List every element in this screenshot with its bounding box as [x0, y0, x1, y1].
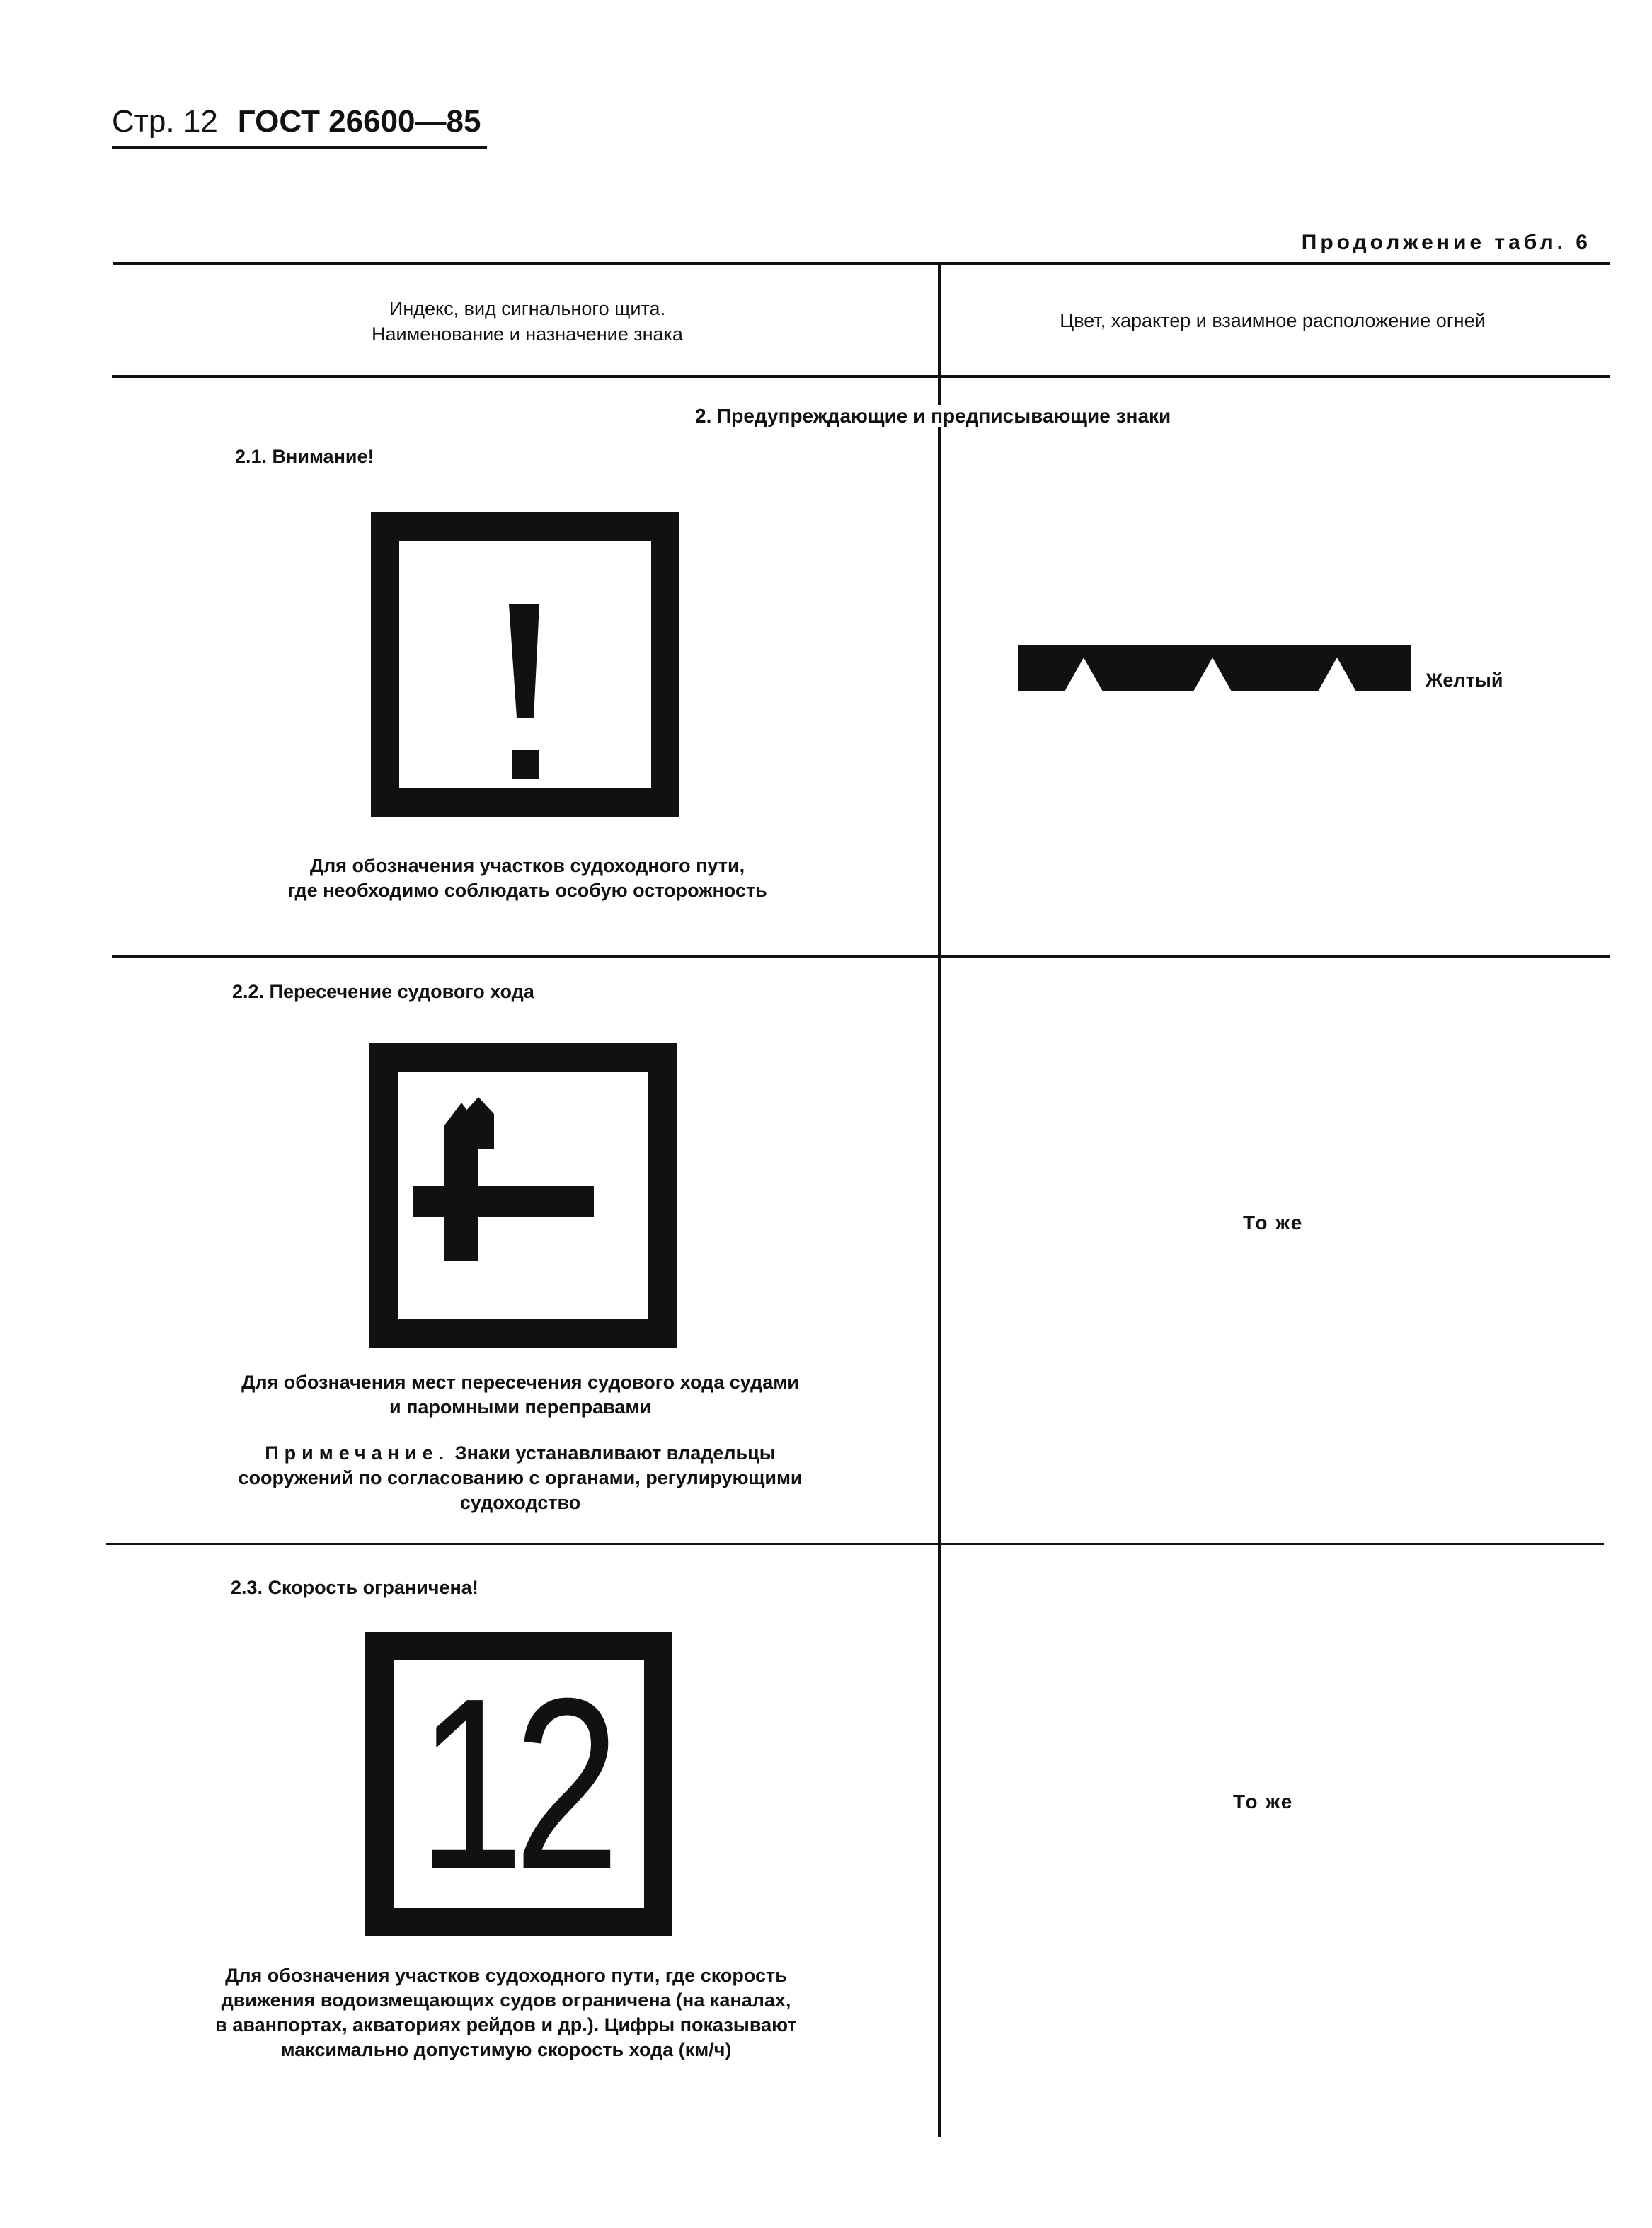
item-description-2-3-line2: движения водоизмещающих судов ограничена (на каналах, [221, 1989, 791, 2011]
light-triangle-1 [1065, 658, 1103, 691]
page-header [112, 106, 481, 137]
item-description-2-2 [113, 1370, 927, 1420]
exclamation-icon [399, 541, 651, 788]
table-continuation-label: Продолжение табл. 6 [1301, 231, 1591, 254]
item-description-2-3 [78, 1963, 934, 2062]
item-description-2-3-line4: максимально допустимую скорость хода (км/ч) [280, 2039, 732, 2060]
item-note-2-2 [113, 1441, 927, 1515]
sign-fairway-crossing [369, 1043, 677, 1348]
lights-bar [1018, 645, 1411, 691]
item-description-2-3-line1: Для обозначения участков судоходного пути, где скорость [225, 1965, 787, 1986]
note-prefix: Примечание. [265, 1442, 450, 1464]
section-title: 2. Предупреждающие и предписывающие знаки [692, 405, 1174, 427]
same-as-above-2-2: То же [1243, 1212, 1304, 1234]
table-top-rule [113, 262, 1610, 265]
column-header-left-line1: Индекс, вид сигнального щита. [389, 298, 666, 319]
column-header-left [120, 296, 934, 347]
sign-speed-limited [365, 1632, 672, 1936]
table-header-rule [112, 375, 1610, 378]
standard-number: ГОСТ 26600—85 [237, 104, 481, 139]
item-title-2-2: 2.2. Пересечение судового хода [232, 981, 534, 1002]
sign-attention [371, 512, 679, 817]
item-description-2-2-line1: Для обозначения мест пересечения судового хода судами [241, 1372, 799, 1393]
column-header-right: Цвет, характер и взаимное расположение огней [1060, 310, 1486, 331]
item-description-2-1-line1: Для обозначения участков судоходного пути, [309, 855, 745, 876]
speed-limit-number: 12 [418, 1648, 610, 1921]
light-triangle-3 [1318, 658, 1356, 691]
item-description-2-3-line3: в аванпортах, акваториях рейдов и др.). Цифры показывают [215, 2014, 797, 2035]
row-divider-2 [106, 1543, 1604, 1545]
item-note-2-2-line3: судоходство [459, 1492, 581, 1513]
item-description-2-1-line2: где необходимо соблюдать особую осторожность [287, 880, 767, 901]
page-label: Стр. 12 [112, 104, 218, 139]
same-as-above-2-3: То же [1233, 1791, 1294, 1813]
item-title-2-1: 2.1. Внимание! [235, 446, 374, 467]
light-color-label: Желтый [1426, 670, 1503, 691]
column-divider [938, 263, 941, 2137]
item-description-2-2-line2: и паромными переправами [389, 1396, 651, 1418]
header-underline [112, 146, 487, 149]
item-description-2-1 [120, 854, 934, 903]
item-title-2-3: 2.3. Скорость ограничена! [231, 1577, 478, 1598]
item-note-2-2-line2: сооружений по согласованию с органами, регулирующими [238, 1467, 803, 1488]
item-note-2-2-line1 [113, 1441, 927, 1466]
crossing-arrow-icon [398, 1072, 648, 1319]
note-text-1: Знаки устанавливают владельцы [449, 1442, 776, 1464]
column-header-left-line2: Наименование и назначение знака [372, 323, 683, 345]
row-divider-1 [112, 955, 1610, 958]
light-triangle-2 [1193, 658, 1232, 691]
